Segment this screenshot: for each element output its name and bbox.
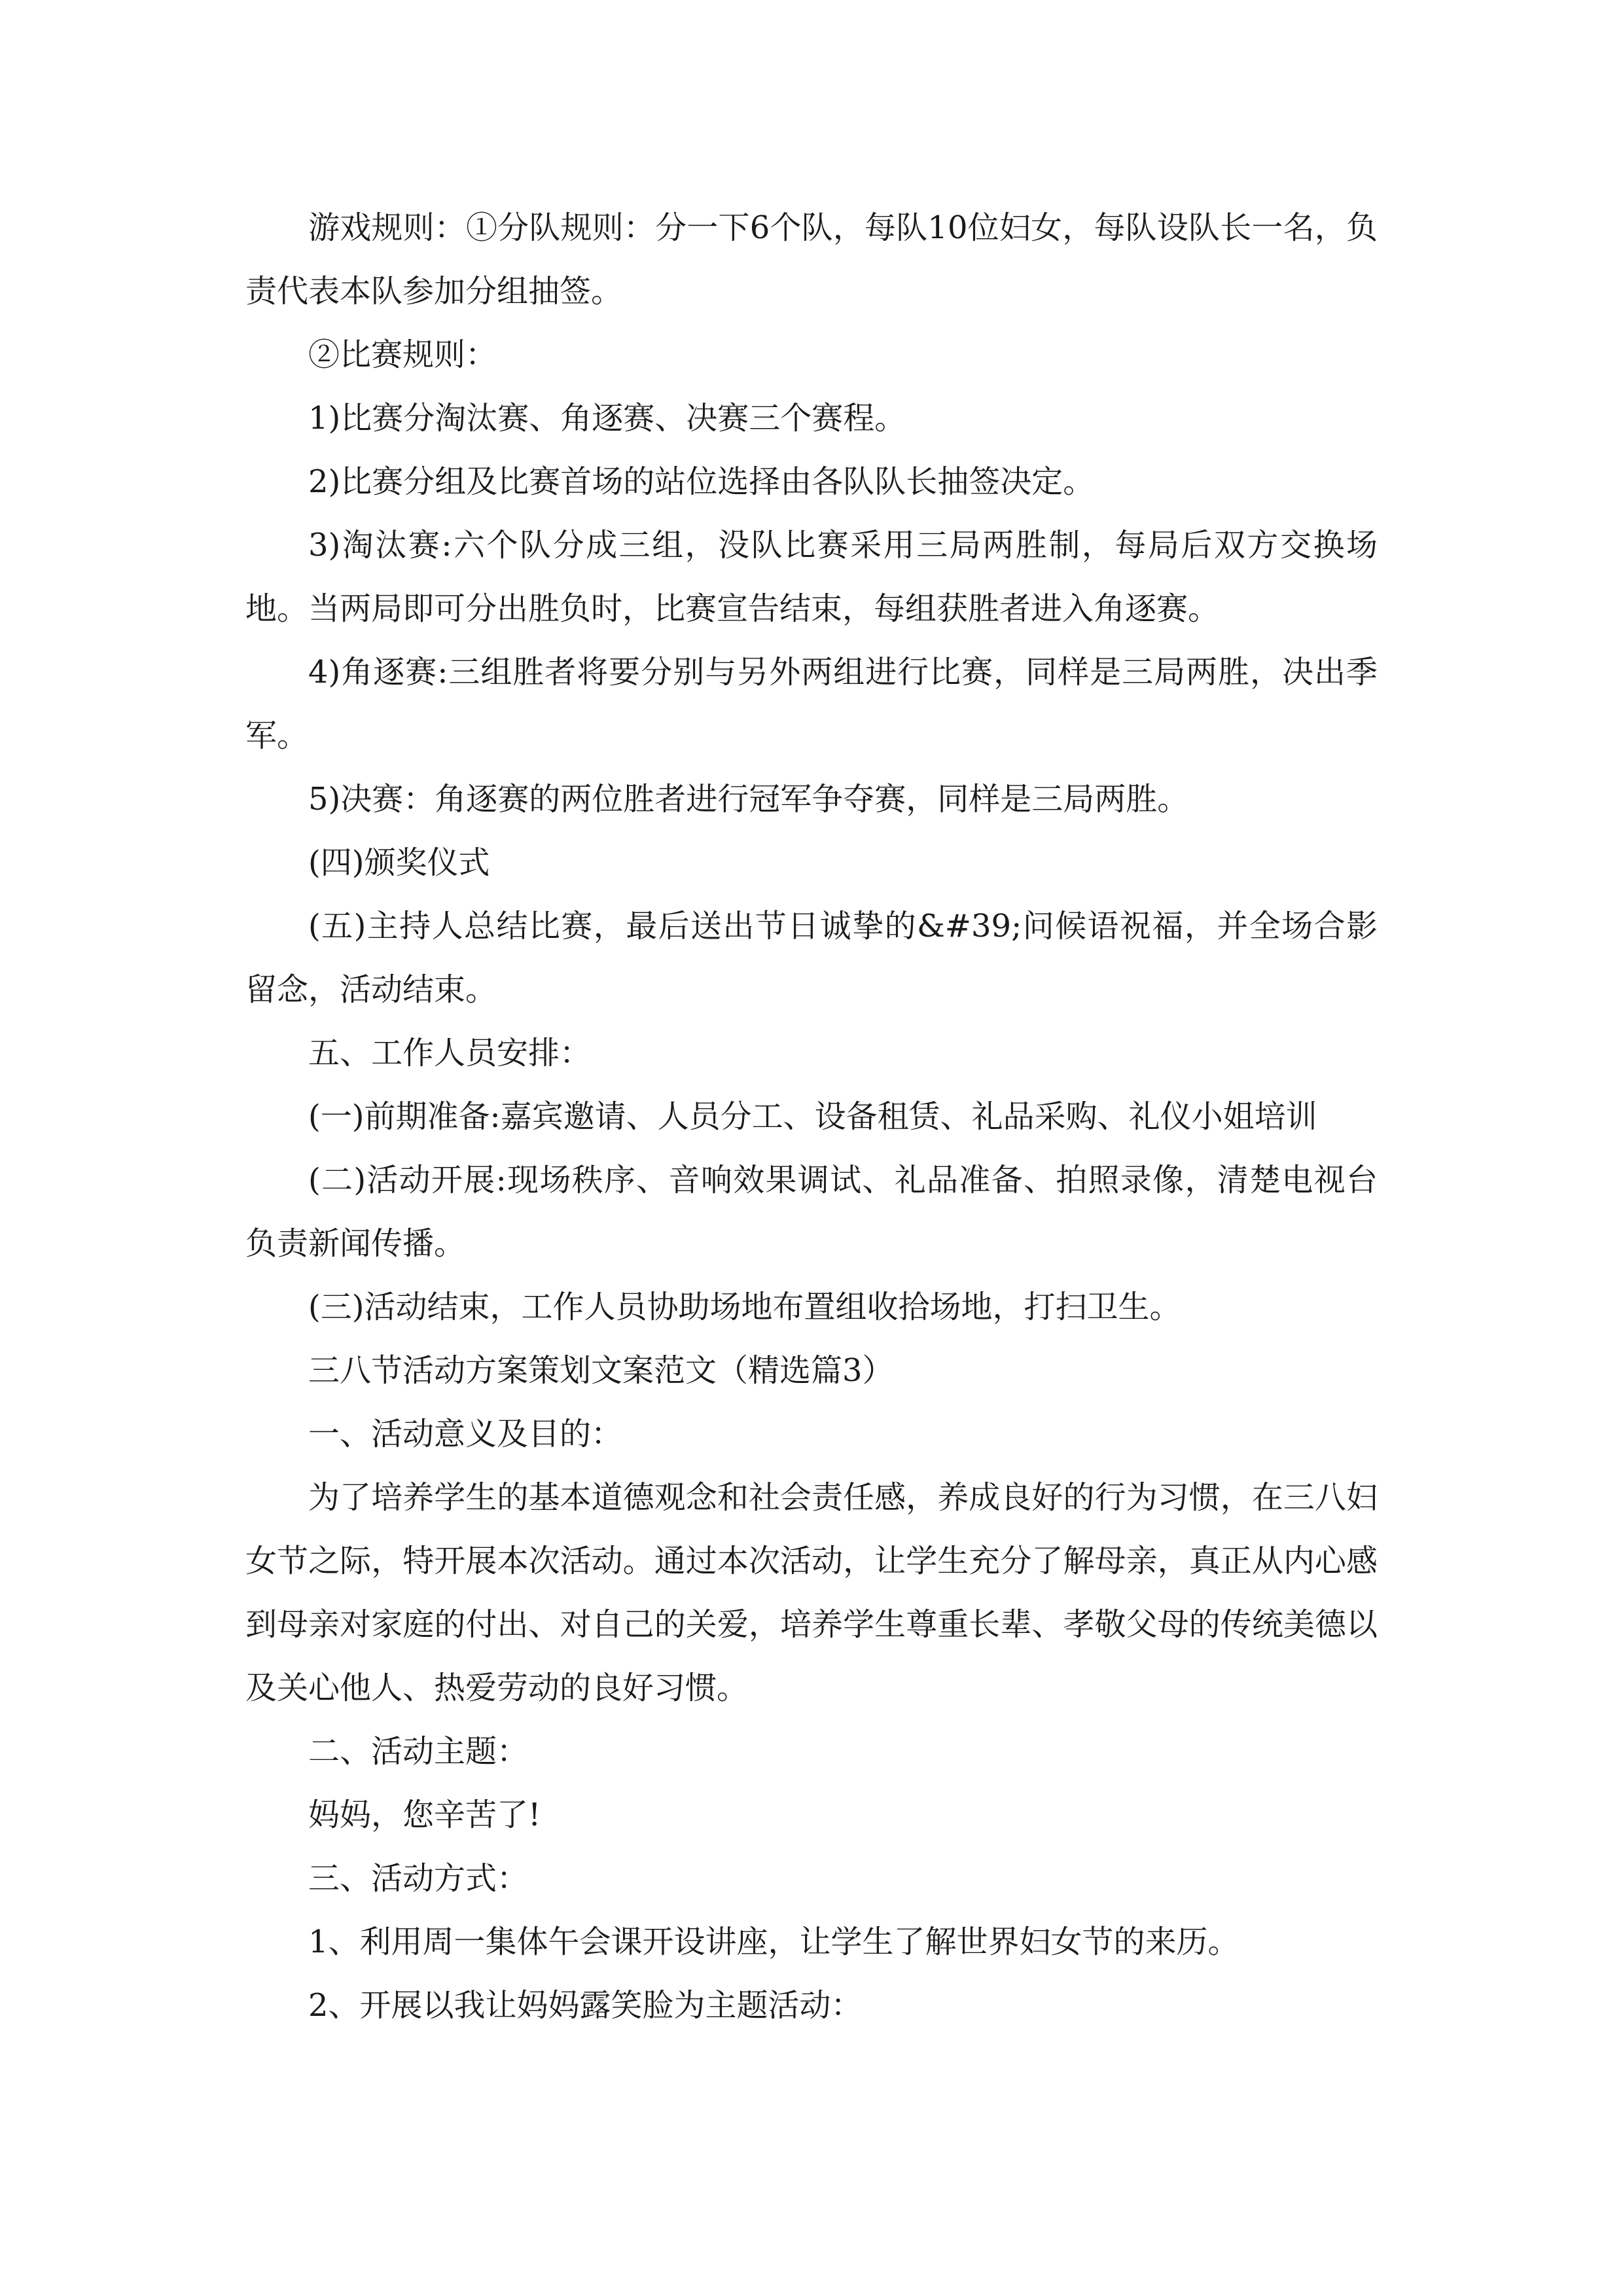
paragraph-format-1: 1、利用周一集体午会课开设讲座，让学生了解世界妇女节的来历。 bbox=[308, 1924, 1240, 1960]
paragraph-format-2: 2、开展以我让妈妈露笑脸为主题活动： bbox=[308, 1987, 863, 2024]
paragraph-rule-3: 3)淘汰赛:六个队分成三组，没队比赛采用三局两胜制，每局后双方交换场地。当两局即可分出胜负时，比赛宣告结束，每组获胜者进入角逐赛。 bbox=[245, 527, 1378, 627]
paragraph-host-summary: (五)主持人总结比赛，最后送出节日诚挚的&#39;问候语祝福，并全场合影留念，活动结束。 bbox=[245, 908, 1378, 1008]
paragraph-award-ceremony: (四)颁奖仪式 bbox=[308, 844, 490, 881]
paragraph-rule-5: 5)决赛：角逐赛的两位胜者进行冠军争夺赛，同样是三局两胜。 bbox=[308, 781, 1189, 817]
paragraph-match-rules: ②比赛规则： bbox=[308, 336, 497, 373]
heading-activity-format: 三、活动方式： bbox=[308, 1860, 529, 1897]
paragraph-activity-end: (三)活动结束，工作人员协助场地布置组收拾场地，打扫卫生。 bbox=[308, 1289, 1181, 1325]
paragraph-rule-4: 4)角逐赛:三组胜者将要分别与另外两组进行比赛，同样是三局两胜，决出季军。 bbox=[245, 654, 1378, 754]
paragraph-game-rules: 游戏规则：①分队规则：分一下6个队，每队10位妇女，每队设队长一名，负责代表本队参加分组抽签。 bbox=[245, 209, 1378, 310]
heading-staff-arrangement: 五、工作人员安排： bbox=[308, 1035, 592, 1071]
document-body bbox=[245, 196, 1378, 2037]
paragraph-activity-execution: (二)活动开展:现场秩序、音响效果调试、礼品准备、拍照录像，清楚电视台负责新闻传播。 bbox=[245, 1162, 1378, 1262]
section-title-plan-3: 三八节活动方案策划文案范文（精选篇3） bbox=[308, 1352, 894, 1389]
heading-theme: 二、活动主题： bbox=[308, 1733, 529, 1770]
paragraph-purpose: 为了培养学生的基本道德观念和社会责任感，养成良好的行为习惯，在三八妇女节之际，特开展本次活动。通过本次活动，让学生充分了解母亲，真正从内心感到母亲对家庭的付出、对自己的关爱，培养学生尊重长辈、孝敬父母的传统美德以及关心他人、热爱劳动的良好习惯。 bbox=[245, 1479, 1378, 1706]
paragraph-rule-1: 1)比赛分淘汰赛、角逐赛、决赛三个赛程。 bbox=[308, 400, 906, 437]
paragraph-theme: 妈妈，您辛苦了! bbox=[308, 1797, 541, 1833]
paragraph-preparation: (一)前期准备:嘉宾邀请、人员分工、设备租赁、礼品采购、礼仪小姐培训 bbox=[308, 1098, 1317, 1135]
paragraph-rule-2: 2)比赛分组及比赛首场的站位选择由各队队长抽签决定。 bbox=[308, 463, 1095, 500]
heading-purpose: 一、活动意义及目的： bbox=[308, 1416, 623, 1452]
